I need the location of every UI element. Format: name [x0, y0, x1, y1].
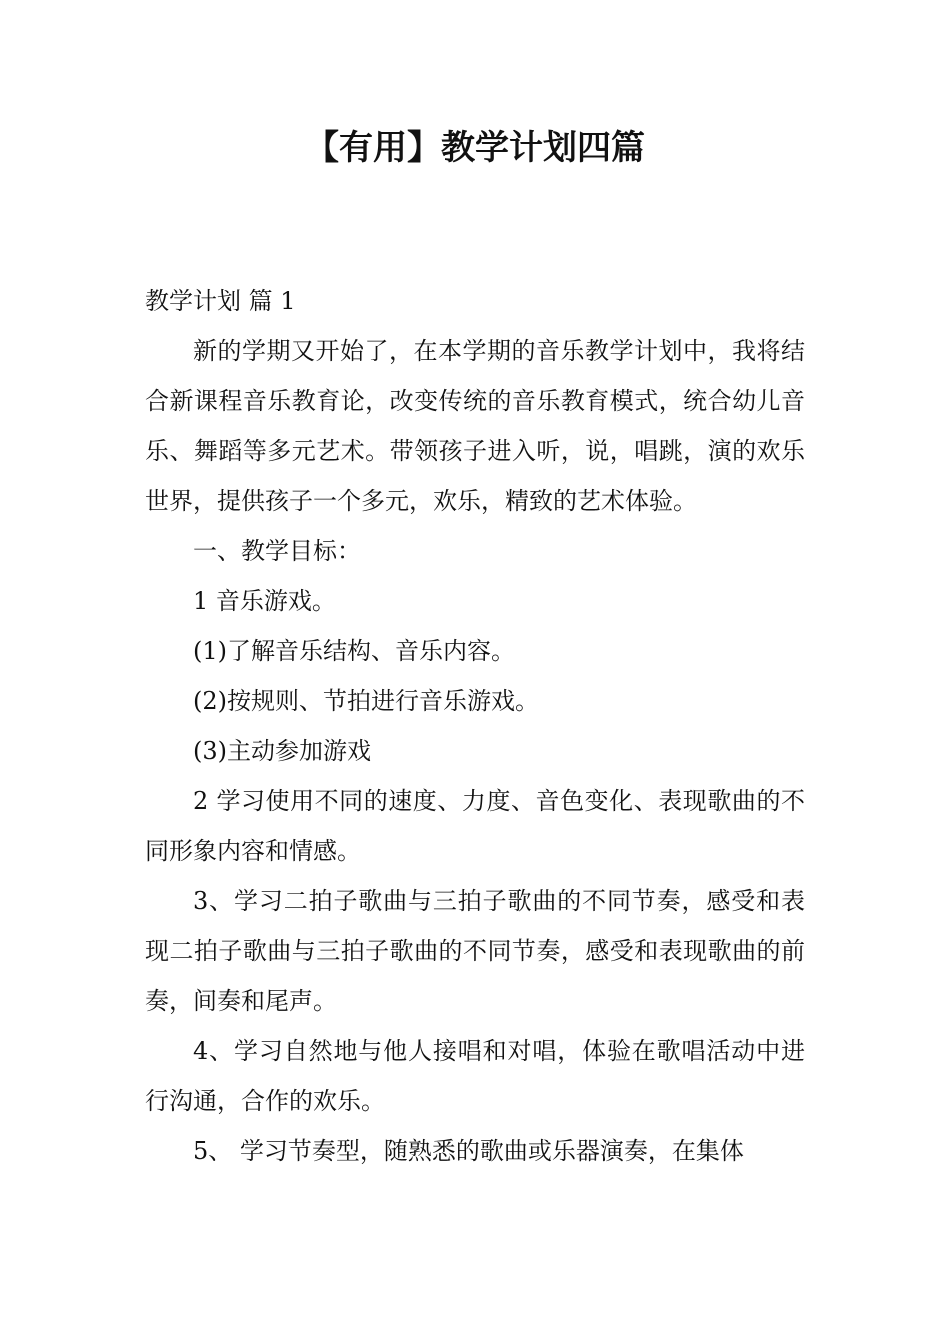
document-title: 【有用】教学计划四篇	[305, 128, 645, 168]
document-body	[145, 276, 805, 1176]
paragraph-intro: 新的学期又开始了，在本学期的音乐教学计划中，我将结合新课程音乐教育论，改变传统的音乐教育模式，统合幼儿音乐、舞蹈等多元艺术。带领孩子进入听，说，唱跳，演的欢乐世界，提供孩子一个多元，欢乐，精致的艺术体验。	[145, 337, 805, 515]
paragraph-subitem-2: (2)按规则、节拍进行音乐游戏。	[193, 687, 539, 715]
section-heading: 教学计划 篇 1	[145, 287, 296, 315]
paragraph-subitem-3: (3)主动参加游戏	[193, 737, 371, 765]
paragraph-item-2: 2 学习使用不同的速度、力度、音色变化、表现歌曲的不同形象内容和情感。	[145, 787, 805, 865]
paragraph-goals-heading: 一、教学目标：	[193, 537, 361, 565]
paragraph-item-4: 4、学习自然地与他人接唱和对唱，体验在歌唱活动中进行沟通，合作的欢乐。	[145, 1037, 805, 1115]
paragraph-item-3: 3、学习二拍子歌曲与三拍子歌曲的不同节奏，感受和表现二拍子歌曲与三拍子歌曲的不同节奏，感受和表现歌曲的前奏，间奏和尾声。	[145, 887, 805, 1015]
paragraph-item-5: 5、 学习节奏型，随熟悉的歌曲或乐器演奏，在集体	[193, 1137, 744, 1165]
paragraph-item-1: 1 音乐游戏。	[193, 587, 336, 615]
paragraph-subitem-1: (1)了解音乐结构、音乐内容。	[193, 637, 515, 665]
